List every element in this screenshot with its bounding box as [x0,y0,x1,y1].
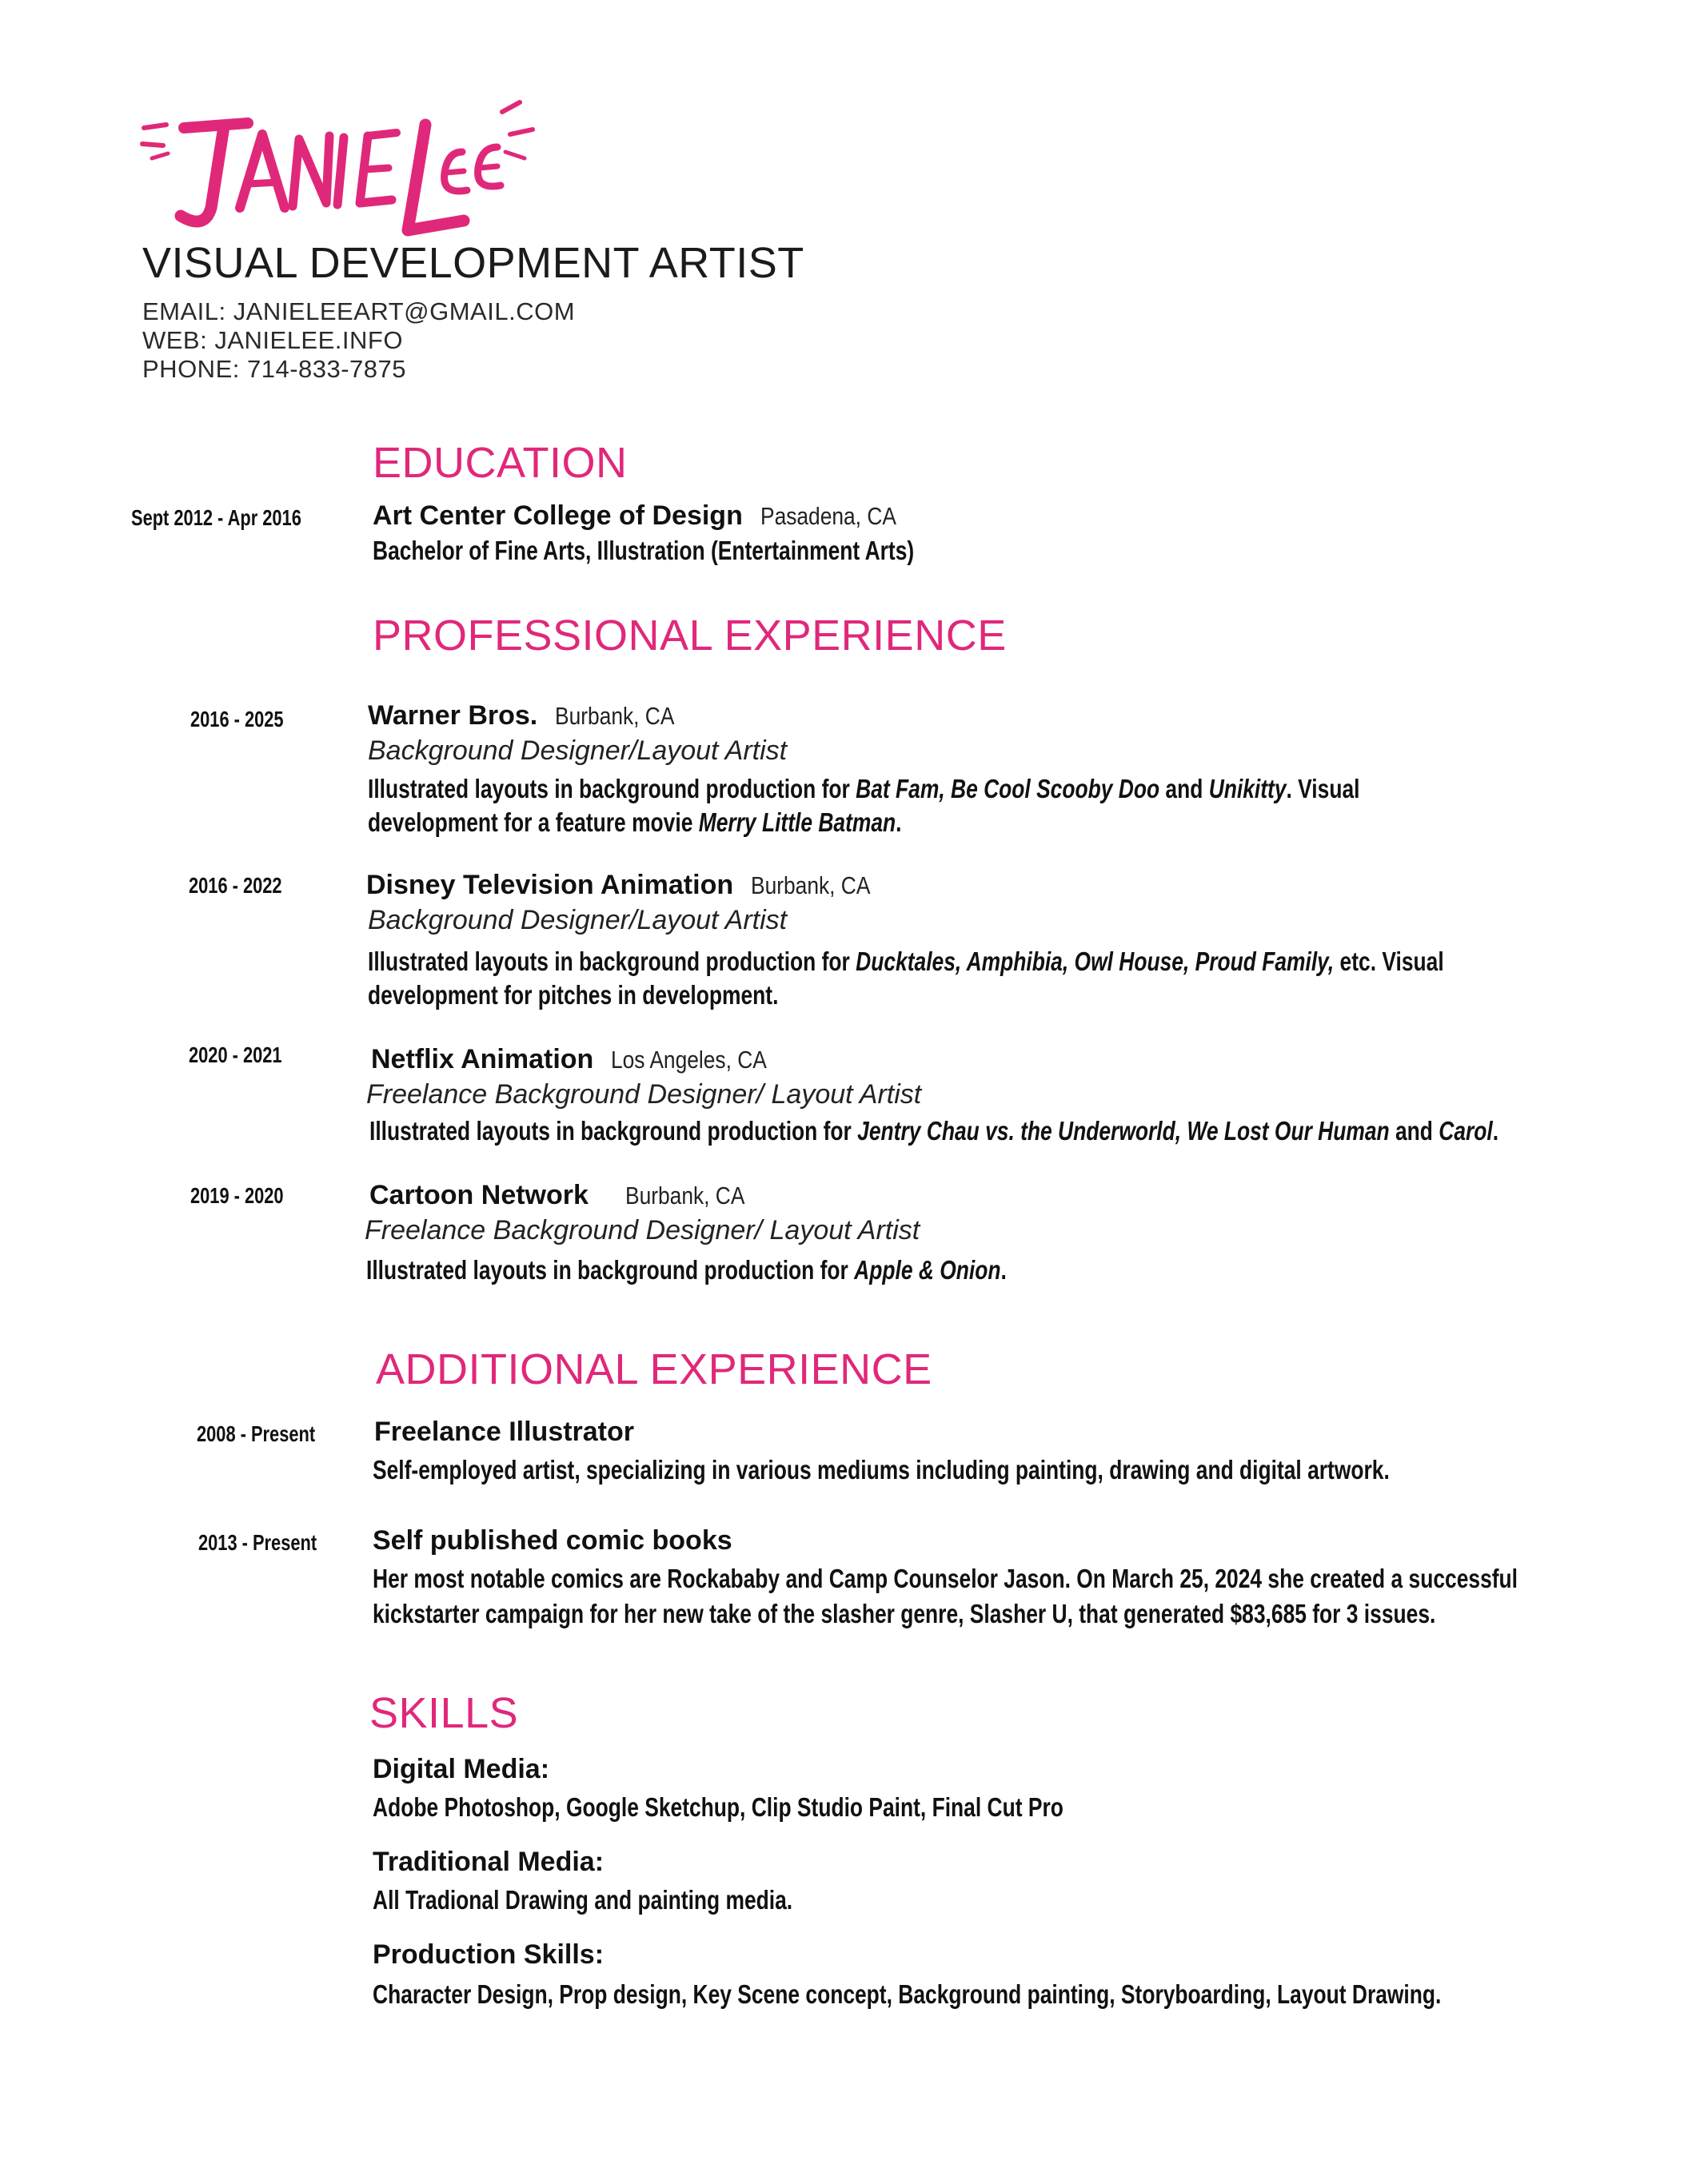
job-title: VISUAL DEVELOPMENT ARTIST [142,239,804,287]
additional-date: 2008 - Present [197,1421,316,1446]
additional-description-line1: Her most notable comics are Rockababy and Camp Counselor Jason. On March 25, 2024 she created a successful [373,1564,1518,1593]
contact-phone: PHONE: 714-833-7875 [142,355,407,383]
school-name: Art Center College of Design [373,500,743,531]
contact-web: WEB: JANIELEE.INFO [142,326,403,354]
skill-text: All Tradional Drawing and painting media. [373,1885,793,1915]
skill-heading: Production Skills: [373,1939,605,1970]
job-description-line1: Illustrated layouts in background production for Jentry Chau vs. the Underworld, We Lost Our Human and Carol. [369,1116,1499,1146]
job-date: 2016 - 2022 [189,873,282,898]
logo-janie-lee [128,96,544,248]
skill-heading: Digital Media: [373,1754,550,1784]
job-role: Background Designer/Layout Artist [368,735,788,766]
job-company-line [369,1180,766,1211]
job-description-line2: development for a feature movie Merry Little Batman. [368,807,902,837]
job-company-line [366,870,892,901]
contact-email: EMAIL: JANIELEEART@GMAIL.COM [142,297,576,325]
job-company: Warner Bros. [368,700,538,731]
job-date: 2019 - 2020 [190,1183,284,1208]
job-description-line1: Illustrated layouts in background production for Bat Fam, Be Cool Scooby Doo and Unikitty. Visual [368,774,1360,803]
job-description-line2: development for pitches in development. [368,980,779,1010]
job-company: Disney Television Animation [366,870,734,900]
skills-title: SKILLS [369,1689,519,1737]
education-date: Sept 2012 - Apr 2016 [131,505,301,530]
additional-description: Self-employed artist, specializing in various mediums including painting, drawing and digital artwork. [373,1455,1390,1485]
job-role: Freelance Background Designer/ Layout Artist [365,1215,920,1245]
additional-heading: Self published comic books [373,1525,732,1556]
school-location: Pasadena, CA [760,502,896,530]
job-role: Background Designer/Layout Artist [368,905,788,935]
skill-text: Character Design, Prop design, Key Scene concept, Background painting, Storyboarding, Layout Drawing. [373,1979,1442,2009]
job-role: Freelance Background Designer/ Layout Artist [366,1079,922,1110]
job-date: 2016 - 2025 [190,707,284,731]
job-description-line1: Illustrated layouts in background production for Ducktales, Amphibia, Owl House, Proud Family, etc. Visual [368,947,1444,976]
additional-date: 2013 - Present [198,1530,317,1555]
job-company-line [368,700,696,731]
job-date: 2020 - 2021 [189,1042,282,1067]
job-location: Los Angeles, CA [611,1046,768,1074]
skill-text: Adobe Photoshop, Google Sketchup, Clip Studio Paint, Final Cut Pro [373,1792,1063,1822]
additional-description-line2: kickstarter campaign for her new take of the slasher genre, Slasher U, that generated $83,685 for 3 issues. [373,1599,1436,1628]
additional-title: ADDITIONAL EXPERIENCE [376,1345,932,1393]
job-location: Burbank, CA [625,1182,745,1210]
education-degree: Bachelor of Fine Arts, Illustration (Entertainment Arts) [373,536,915,565]
job-company: Cartoon Network [369,1180,589,1210]
skill-heading: Traditional Media: [373,1847,605,1877]
professional-title: PROFESSIONAL EXPERIENCE [373,612,1007,660]
job-location: Burbank, CA [751,871,871,899]
job-description-line1: Illustrated layouts in background production for Apple & Onion. [366,1255,1007,1285]
additional-heading: Freelance Illustrator [374,1417,635,1447]
job-company: Netflix Animation [371,1044,594,1074]
education-title: EDUCATION [373,439,628,487]
job-location: Burbank, CA [555,702,675,730]
job-company-line [371,1044,795,1075]
education-school-line [373,500,920,532]
